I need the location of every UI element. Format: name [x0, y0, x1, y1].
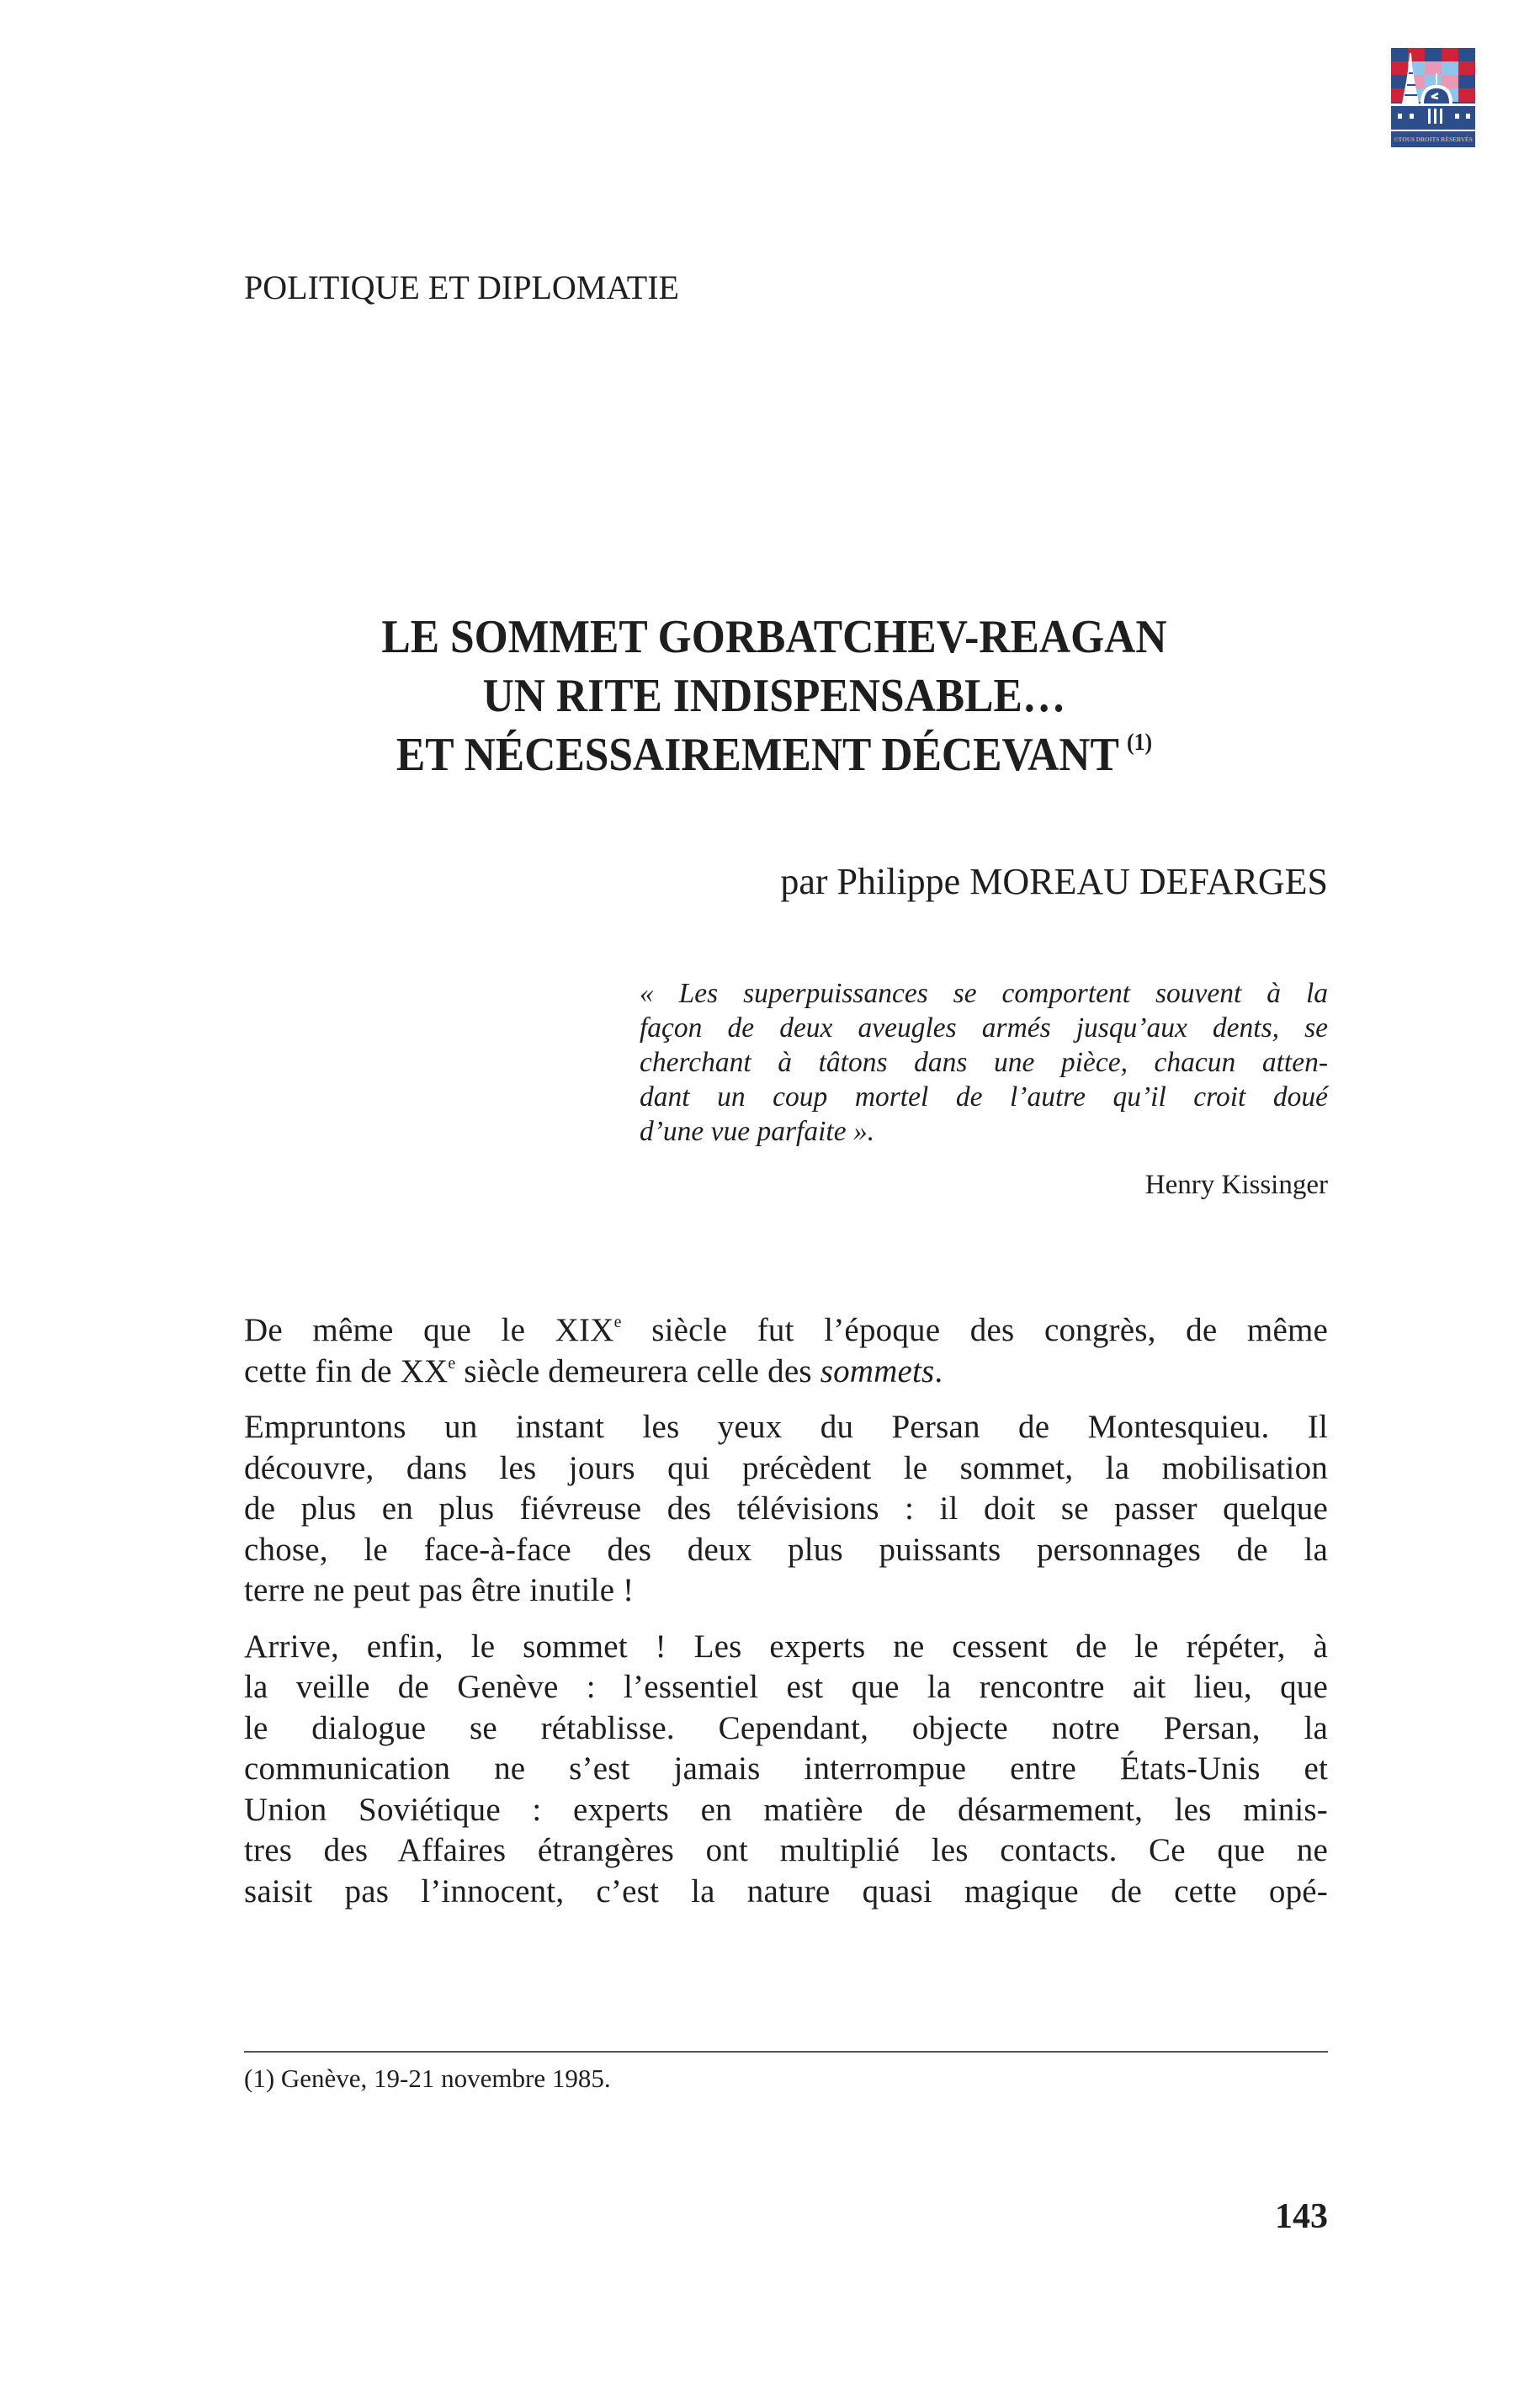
body-line: de plus en plus fiévreuse des télévisions : il doit se passer quelque [244, 1490, 1328, 1527]
title-line-3-text: ET NÉCESSAIREMENT DÉCEVANT [396, 729, 1119, 781]
body-line: Empruntons un instant les yeux du Persan de Montesquieu. Il [244, 1409, 1328, 1445]
superscript: e [448, 1353, 456, 1373]
title-line-1: LE SOMMET GORBATCHEV-REAGAN [381, 611, 1167, 663]
body-line: communication ne s’est jamais interrompue entre États-Unis et [244, 1750, 1328, 1787]
text-run: De même que le XIX [244, 1312, 614, 1348]
section-header: POLITIQUE ET DIPLOMATIE [244, 268, 679, 306]
epigraph-line: dant un coup mortel de l’autre qu’il croit doué [640, 1081, 1328, 1113]
article-title [275, 608, 1274, 784]
author-byline: par Philippe MOREAU DEFARGES [780, 861, 1328, 902]
title-line-2: UN RITE INDISPENSABLE… [482, 670, 1066, 722]
text-run: cette fin de XX [244, 1352, 449, 1389]
body-line: terre ne peut pas être inutile ! [244, 1572, 635, 1608]
epigraph-quote [640, 976, 1328, 1149]
paragraph-3 [244, 1627, 1328, 1913]
footnote-1: (1) Genève, 19-21 novembre 1985. [244, 2064, 611, 2093]
epigraph-line: cherchant à tâtons dans une pièce, chacun atten- [640, 1047, 1328, 1078]
title-footnote-ref[interactable]: (1) [1127, 730, 1153, 756]
epigraph-author: Henry Kissinger [1144, 1170, 1328, 1200]
body-line: Union Soviétique : experts en matière de désarmement, les minis- [244, 1791, 1328, 1828]
body-line: Arrive, enfin, le sommet ! Les experts ne cessent de le répéter, à [244, 1628, 1328, 1665]
logo-caption: ©TOUS DROITS RÉSERVÉS [1394, 136, 1473, 143]
epigraph-line: « Les superpuissances se comportent souvent à la [640, 978, 1328, 1009]
body-line: tres des Affaires étrangères ont multiplié les contacts. Ce que ne [244, 1832, 1328, 1868]
paragraph-2 [244, 1407, 1328, 1612]
body-line [244, 1310, 1328, 1352]
page-number: 143 [1275, 2197, 1328, 2236]
epigraph-line: d’une vue parfaite ». [640, 1116, 875, 1147]
text-run: siècle fut l’époque des congrès, de même [621, 1312, 1328, 1348]
body-line: la veille de Genève : l’essentiel est que la rencontre ait lieu, que [244, 1669, 1328, 1705]
body-line: le dialogue se rétablisse. Cependant, objecte notre Persan, la [244, 1709, 1328, 1746]
body-line: saisit pas l’innocent, c’est la nature quasi magique de cette opé- [244, 1872, 1328, 1910]
body-line: découvre, dans les jours qui précèdent le sommet, la mobilisation [244, 1449, 1328, 1486]
footnote-divider [244, 2051, 1328, 2053]
body-line [244, 1352, 1328, 1393]
emphasis: sommets [820, 1352, 935, 1389]
body-line: chose, le face-à-face des deux plus puissants personnages de la [244, 1531, 1328, 1568]
superscript: e [613, 1313, 622, 1331]
text-run: siècle demeurera celle des [455, 1352, 820, 1389]
title-line-3 [275, 725, 1274, 784]
epigraph-line: façon de deux aveugles armés jusqu’aux dents, se [640, 1012, 1328, 1044]
publisher-logo [1391, 48, 1475, 147]
publisher-logo-graphic [1391, 48, 1475, 147]
article-body [244, 1310, 1328, 1927]
paragraph-1 [244, 1310, 1328, 1392]
text-run: . [934, 1352, 943, 1389]
